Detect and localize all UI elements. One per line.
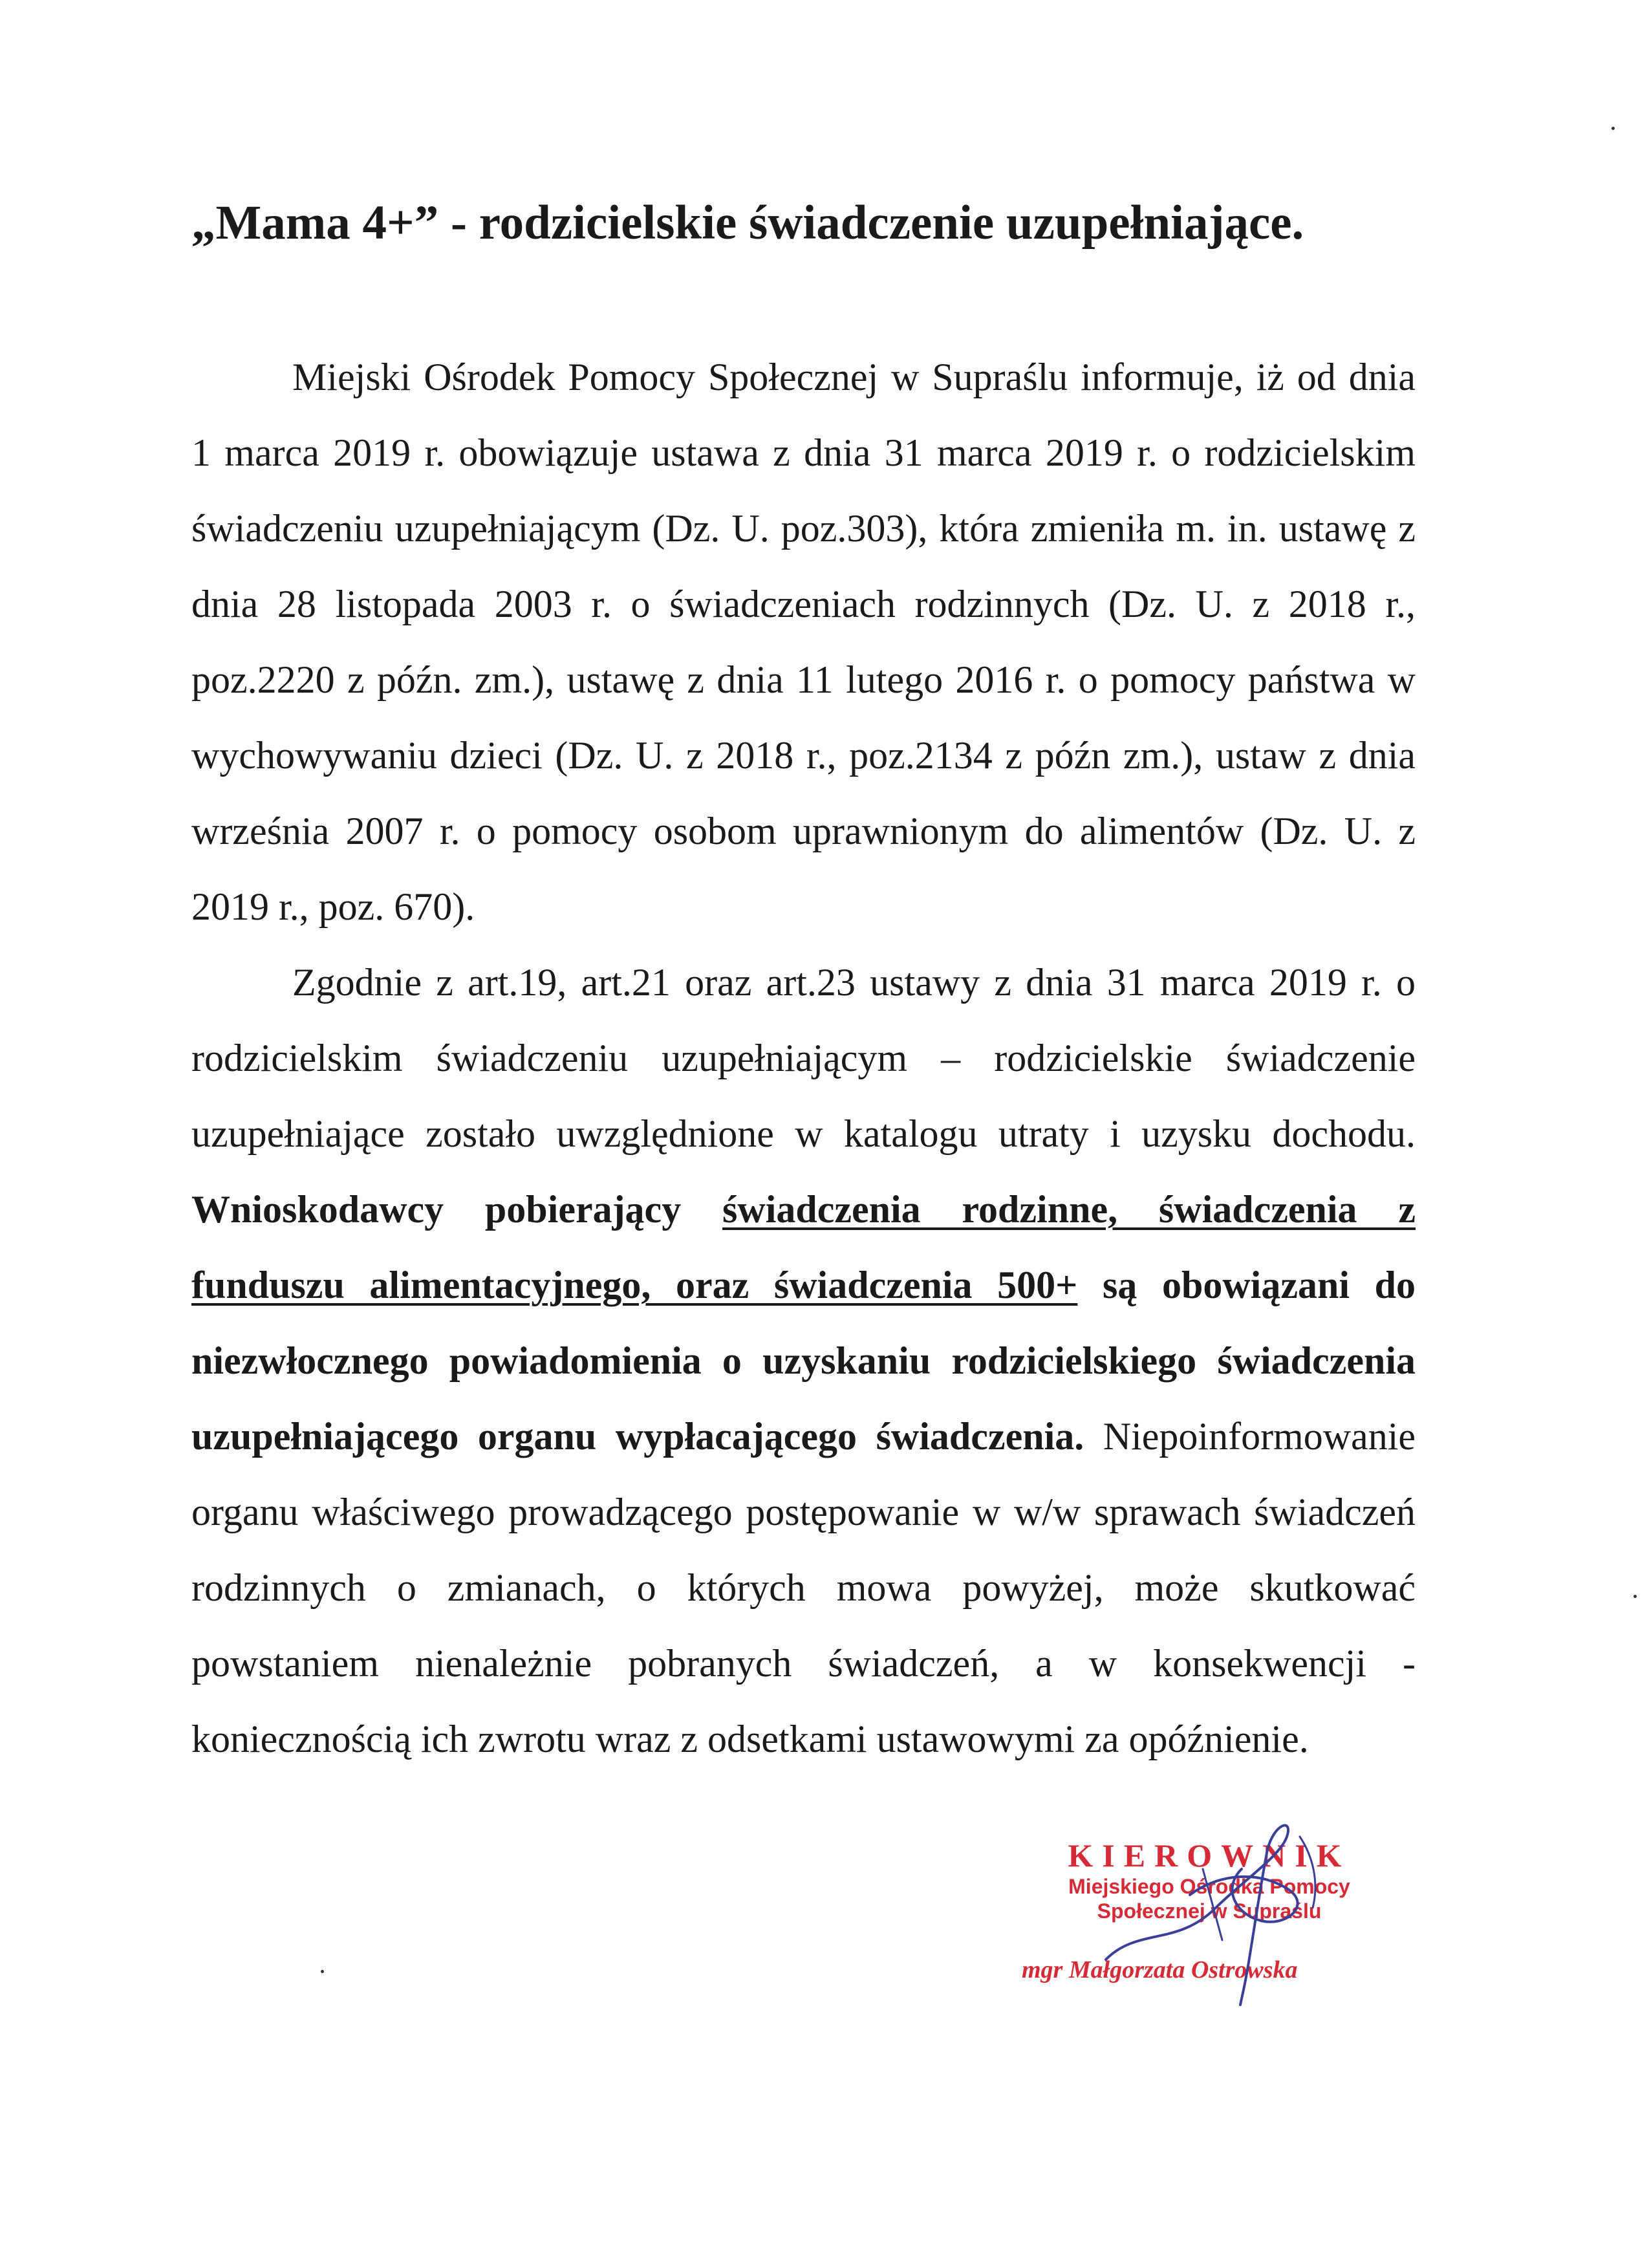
bold-lead-text: Wnioskodawcy pobierający xyxy=(191,1188,682,1231)
scan-speck-left xyxy=(321,1970,324,1973)
stamp-signatory-name: mgr Małgorzata Ostrowska xyxy=(1022,1956,1298,1983)
bold-obligation-text: są obowiązani do niezwłocznego powiadomienia o uzyskaniu rodzicielskiego świadczenia uzupełniającego organu wypłacającego świadczenia. xyxy=(191,1264,1416,1458)
stamp-institution-line-1: Miejskiego Ośrodka Pomocy xyxy=(1068,1875,1350,1898)
scan-speck-top-right xyxy=(1611,127,1615,130)
underlined-benefits-text: świadczenia rodzinne, świadczenia z funduszu alimentacyjnego, oraz świadczenia 500+ xyxy=(191,1188,1416,1306)
stamp-heading: KIEROWNIK xyxy=(1068,1837,1351,1874)
paragraph-closing-text: Niepoinformowanie organu właściwego prowadzącego postępowanie w w/w sprawach świadczeń rodzinnych o zmianach, o których mowa powyżej, może skutkować powstaniem nienależnie pobranych świadczeń, a w konsekwencji - koniecznością ich zwrotu wraz z odsetkami ustawowymi za opóźnienie. xyxy=(191,1415,1416,1760)
official-stamp xyxy=(1015,1837,1403,2005)
document-title: „Mama 4+” - rodzicielskie świadczenie uzupełniające. xyxy=(191,196,1304,250)
paragraph-intro: Miejski Ośrodek Pomocy Społecznej w Supraślu informuje, iż od dnia 1 marca 2019 r. obowiązuje ustawa z dnia 31 marca 2019 r. o rodzicielskim świadczeniu uzupełniającym (Dz. U. poz.303), która zmieniła m. in. ustawę z dnia 28 listopada 2003 r. o świadczeniach rodzinnych (Dz. U. z 2018 r., poz.2220 z późn. zm.), ustawę z dnia 11 lutego 2016 r. o pomocy państwa w wychowywaniu dzieci (Dz. U. z 2018 r., poz.2134 z późn zm.), ustaw z dnia września 2007 r. o pomocy osobom uprawnionym do alimentów (Dz. U. z 2019 r., poz. 670). xyxy=(191,356,1416,928)
paragraph-obligations-intro: Zgodnie z art.19, art.21 oraz art.23 ustawy z dnia 31 marca 2019 r. o rodzicielskim świadczeniu uzupełniającym – rodzicielskie świadczenie uzupełniające zostało uwzględnione w katalogu utraty i uzysku dochodu. xyxy=(191,961,1416,1155)
document-body xyxy=(191,340,1416,1777)
paragraph-obligations xyxy=(191,945,1416,1777)
stamp-institution-line-2: Społecznej w Supraślu xyxy=(1097,1899,1322,1923)
scan-speck-right xyxy=(1633,1595,1637,1598)
